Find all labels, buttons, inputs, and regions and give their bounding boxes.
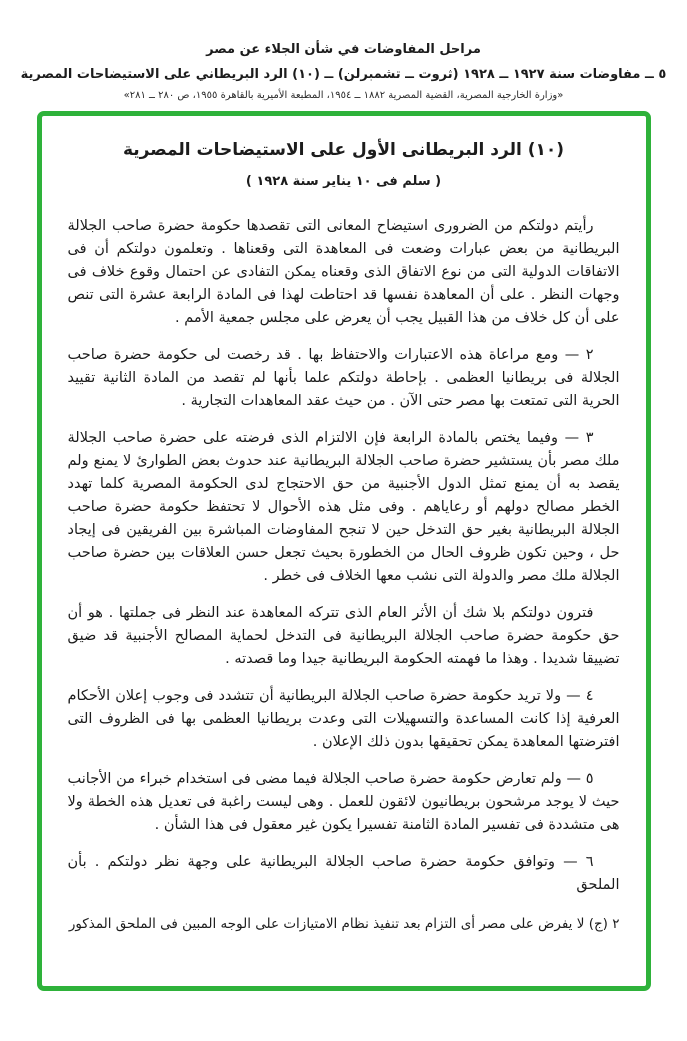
footnote: ٢ (ج) لا يفرض على مصر أى التزام بعد تنفيذ نظام الامتيازات على الوجه المبين فى الملحق المذكور [68, 916, 620, 932]
page-header-title: مراحل المفاوضات في شأن الجلاء عن مصر [206, 42, 481, 57]
document-body [68, 140, 620, 935]
paragraph-3: ٣ — وفيما يختص بالمادة الرابعة فإن الالتزام الذى فرضته على حضرة صاحب الجلالة ملك مصر بأن يستشير حضرة صاحب الجلالة البريطانية عند حدوث بعض الطوارئ لا يمنع ولم يقصد به أن يمنع تمثل الدول الأجنبية من حق الاحتجاج لدى الحكومة المصرية كلما تهدد الخطر مصالح دولهم أو رعاياهم . وفى مثل هذه الأحوال لا تحتفظ حكومة حضرة صاحب الجلالة البريطانية بغير حق التدخل حين لا تنجح المفاوضات المباشرة بين الفريقين فى إيجاد حل ، وحين تكون ظروف الحال من الخطورة بحيث تجعل حسن العلاقات بين حضرة صاحب الجلالة ملك مصر والدولة التى نشب معها الخلاف فى خطر . [67, 430, 620, 584]
paragraph-5: ٥ — ولم تعارض حكومة حضرة صاحب الجلالة فيما مضى فى استخدام خبراء من الأجانب حيث لا يوجد مرشحون بريطانيون لائقون للعمل . وهى ليست راغبة فى تعديل هذه الخطة ولا هى متشددة فى تفسير المادة الثامنة تفسيرا يكون غير معقول فى هذا الشأن . [67, 771, 620, 833]
page-header-subtitle: ٥ ــ مفاوضات سنة ١٩٢٧ ــ ١٩٢٨ (ثروت ــ تشمبرلن) ــ (١٠) الرد البريطاني على الاستيضاحات المصرية [20, 67, 667, 82]
paragraph-intro: رأيتم دولتكم من الضرورى استيضاح المعانى التى تقصدها حكومة حضرة صاحب الجلالة البريطانية من بعض عبارات وضعت فى المعاهدة التى وقعناها . وتعلمون دولتكم أن فى الاتفاقات الدولية التى من نوع الاتفاق الذى وقعناه يمكن التفادى عن احتمال وقوع خلاف فى وجهات النظر . على أن المعاهدة نفسها قد احتاطت لهذا فى المادة الرابعة عشرة التى تنص على أن كل خلاف من هذا القبيل يجب أن يعرض على مجلس جمعية الأمم . [67, 218, 620, 326]
paragraph-6: ٦ — وتوافق حكومة حضرة صاحب الجلالة البريطانية على وجهة نظر دولتكم . بأن الملحق [67, 854, 620, 893]
source-citation: «وزارة الخارجية المصرية، القضية المصرية ١٨٨٢ ــ ١٩٥٤، المطبعة الأميرية بالقاهرة ١٩٥٥، ص ٢٨٠ ــ ٢٨١» [123, 90, 564, 101]
document-green-frame [37, 111, 651, 991]
page-header [0, 0, 687, 101]
paragraph-3-continuation: فترون دولتكم بلا شك أن الأثر العام الذى تتركه المعاهدة عند النظر فى جملتها . هو أن حق حكومة حضرة صاحب الجلالة البريطانية فى التدخل لحماية المصالح الأجنبية قد ضيق تضييقا شديدا . وهذا ما فهمته الحكومة البريطانية جيدا وما قصدته . [67, 605, 620, 667]
document-title: (١٠) الرد البريطانى الأول على الاستيضاحات المصرية [122, 140, 565, 160]
document-date-line: ( سلم فى ١٠ يناير سنة ١٩٢٨ ) [245, 174, 442, 189]
paragraph-4: ٤ — ولا تريد حكومة حضرة صاحب الجلالة البريطانية أن تتشدد فى وجوب إعلان الأحكام العرفية إذا كانت المساعدة والتسهيلات التى وعدت بريطانيا العظمى بها فى الظروف التى افترضتها المعاهدة يمكن تحقيقها بدون ذلك الإعلان . [67, 688, 620, 750]
paragraph-2: ٢ — ومع مراعاة هذه الاعتبارات والاحتفاظ بها . قد رخصت لى حكومة حضرة صاحب الجلالة فى بريطانيا العظمى . بإحاطة دولتكم علما بأنها لم تقصد من المادة الثانية تقييد الحرية التى تمتعت بها مصر حتى الآن . من حيث عقد المعاهدات التجارية . [67, 347, 620, 409]
